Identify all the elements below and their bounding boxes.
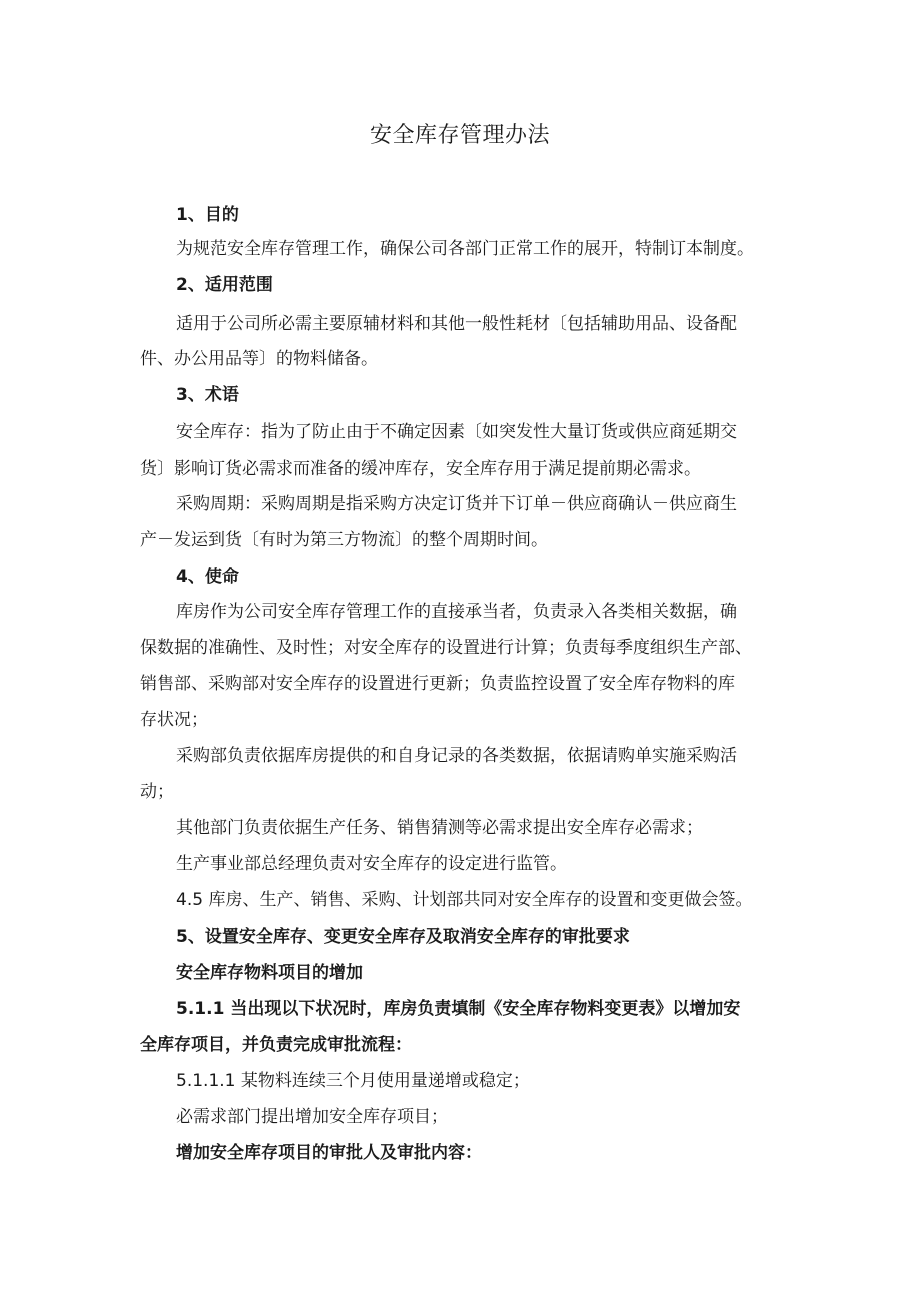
paragraph-line: 销售部、采购部对安全库存的设置进行更新；负责监控设置了安全库存物料的库 — [140, 674, 735, 694]
paragraph-line: 产－发运到货〔有时为第三方物流〕的整个周期时间。 — [140, 530, 548, 550]
paragraph-line: 安全库存：指为了防止由于不确定因素〔如突发性大量订货或供应商延期交 — [176, 422, 737, 442]
heading-approval-requirements: 5、设置安全库存、变更安全库存及取消安全库存的审批要求 — [176, 927, 630, 947]
subheading-add-items: 安全库存物料项目的增加 — [176, 963, 363, 983]
paragraph-line: 货〕影响订货必需求而准备的缓冲库存，安全库存用于满足提前期必需求。 — [140, 459, 701, 479]
document-title: 安全库存管理办法 — [369, 123, 550, 148]
paragraph-line: 采购周期：采购周期是指采购方决定订货并下订单－供应商确认－供应商生 — [176, 494, 737, 514]
paragraph-line: 5.1.1.1 某物料连续三个月使用量递增或稳定； — [176, 1071, 530, 1091]
paragraph-line: 保数据的准确性、及时性；对安全库存的设置进行计算；负责每季度组织生产部、 — [140, 638, 752, 658]
paragraph-line: 适用于公司所必需主要原辅材料和其他一般性耗材〔包括辅助用品、设备配 — [176, 314, 737, 334]
paragraph-line: 库房作为公司安全库存管理工作的直接承当者，负责录入各类相关数据，确 — [176, 602, 737, 622]
subheading-approvers: 增加安全库存项目的审批人及审批内容： — [176, 1143, 482, 1163]
heading-mission: 4、使命 — [176, 567, 239, 587]
paragraph-line: 必需求部门提出增加安全库存项目； — [176, 1107, 448, 1127]
paragraph-line-bold: 5.1.1 当出现以下状况时，库房负责填制《安全库存物料变更表》以增加安 — [176, 999, 741, 1019]
paragraph-line: 采购部负责依据库房提供的和自身记录的各类数据，依据请购单实施采购活 — [176, 746, 737, 766]
heading-scope: 2、适用范围 — [176, 275, 273, 295]
paragraph-line: 为规范安全库存管理工作，确保公司各部门正常工作的展开，特制订本制度。 — [176, 239, 754, 259]
paragraph-line: 件、办公用品等〕的物料储备。 — [140, 349, 378, 369]
paragraph-line: 存状况； — [140, 710, 208, 730]
paragraph-line: 动； — [140, 782, 174, 802]
paragraph-line: 4.5 库房、生产、销售、采购、计划部共同对安全库存的设置和变更做会签。 — [176, 890, 753, 910]
heading-terms: 3、术语 — [176, 385, 239, 405]
heading-purpose: 1、目的 — [176, 205, 239, 225]
paragraph-line: 其他部门负责依据生产任务、销售猜测等必需求提出安全库存必需求； — [176, 818, 703, 838]
paragraph-line: 生产事业部总经理负责对安全库存的设定进行监管。 — [176, 854, 567, 874]
paragraph-line-bold: 全库存项目，并负责完成审批流程： — [140, 1035, 412, 1055]
